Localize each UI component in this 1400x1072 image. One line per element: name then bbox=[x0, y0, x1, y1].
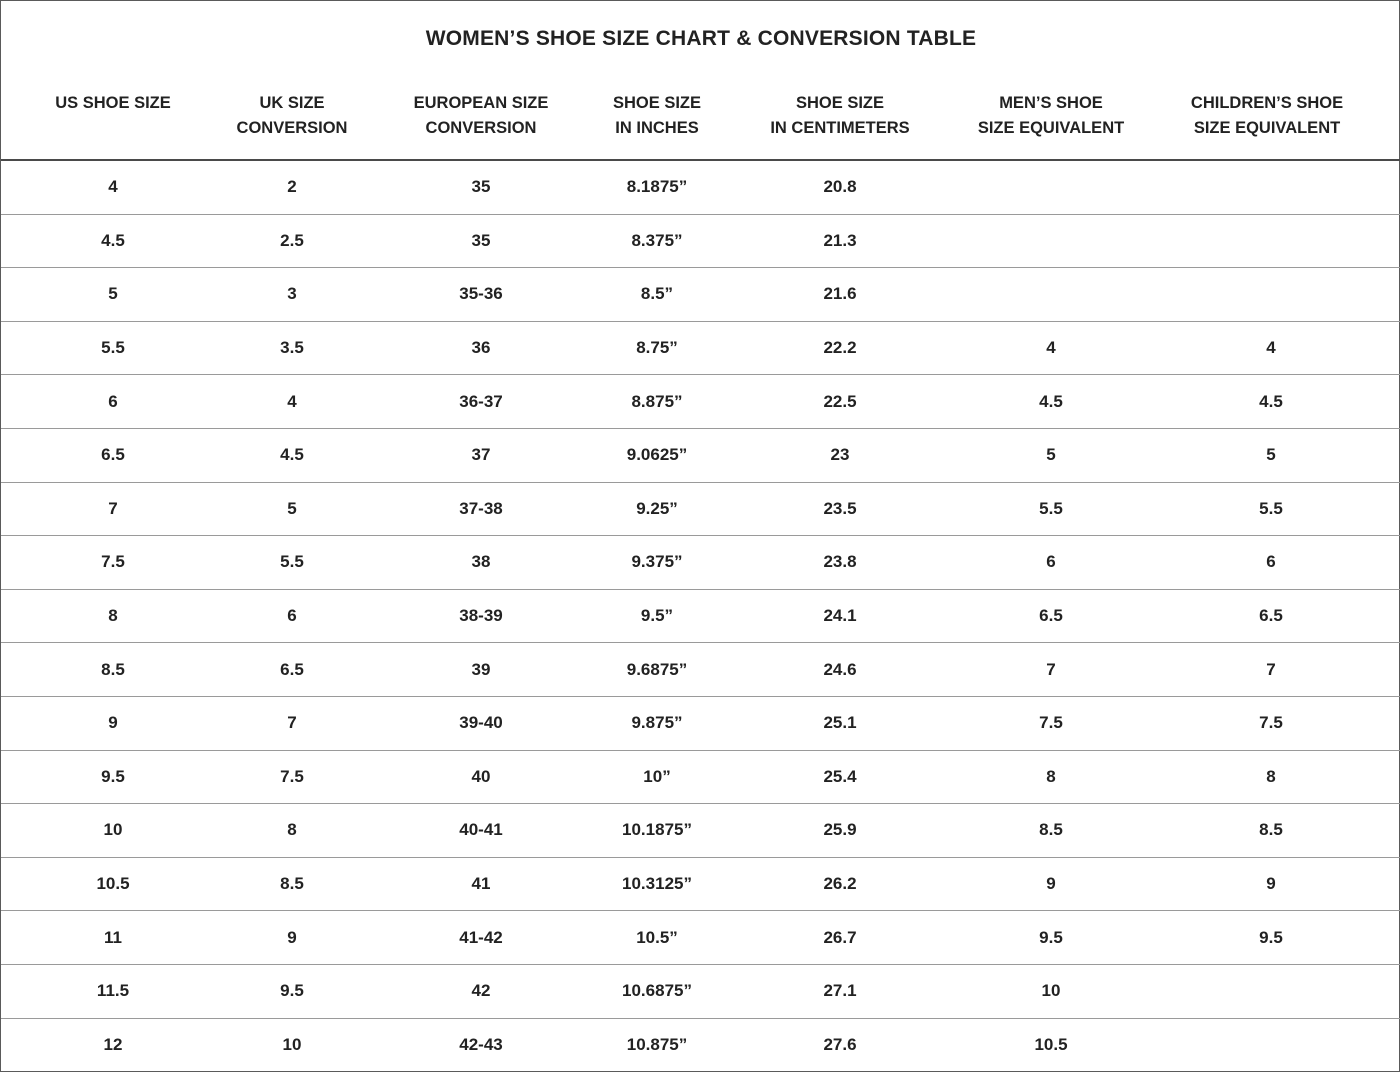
table-row bbox=[1, 536, 1400, 590]
cell-eu-size: 41-42 bbox=[459, 927, 503, 947]
column-header-mens bbox=[978, 91, 1124, 141]
cell-uk-size: 8 bbox=[287, 820, 297, 840]
cell-mens-equivalent: 10 bbox=[1041, 981, 1061, 1001]
column-header-line: SHOE SIZE bbox=[612, 94, 702, 112]
column-header-line: SIZE EQUIVALENT bbox=[977, 119, 1125, 137]
cell-us-size: 12 bbox=[103, 1035, 123, 1055]
page-title: WOMEN’S SHOE SIZE CHART & CONVERSION TABLE bbox=[425, 27, 977, 50]
cell-us-size: 8 bbox=[108, 606, 118, 626]
cell-childrens-equivalent: 4.5 bbox=[1259, 391, 1283, 411]
cell-centimeters: 25.1 bbox=[823, 713, 857, 733]
column-header-eu bbox=[414, 91, 549, 141]
cell-us-size: 5.5 bbox=[101, 338, 125, 358]
cell-mens-equivalent: 9.5 bbox=[1039, 927, 1063, 947]
table-header bbox=[1, 91, 1400, 160]
cell-inches: 9.375” bbox=[631, 552, 683, 572]
cell-uk-size: 7.5 bbox=[280, 766, 304, 786]
cell-childrens-equivalent: 8 bbox=[1266, 766, 1276, 786]
column-header-line: SHOE SIZE bbox=[795, 94, 885, 112]
table-row bbox=[1, 268, 1400, 322]
cell-uk-size: 5.5 bbox=[280, 552, 304, 572]
cell-mens-equivalent: 5 bbox=[1046, 445, 1056, 465]
cell-centimeters: 21.6 bbox=[823, 284, 857, 304]
column-header-line: IN CENTIMETERS bbox=[770, 119, 910, 137]
cell-childrens-equivalent: 5 bbox=[1266, 445, 1276, 465]
table-row bbox=[1, 751, 1400, 805]
cell-inches: 8.875” bbox=[631, 391, 683, 411]
cell-inches: 8.1875” bbox=[626, 177, 688, 197]
cell-eu-size: 35 bbox=[471, 230, 491, 250]
table-row bbox=[1, 697, 1400, 751]
cell-uk-size: 4.5 bbox=[280, 445, 304, 465]
cell-centimeters: 25.9 bbox=[823, 820, 857, 840]
cell-us-size: 11 bbox=[104, 927, 122, 947]
cell-uk-size: 5 bbox=[287, 498, 297, 518]
cell-us-size: 9 bbox=[108, 713, 118, 733]
cell-centimeters: 27.6 bbox=[823, 1035, 857, 1055]
cell-eu-size: 37-38 bbox=[459, 498, 503, 518]
table-row bbox=[1, 429, 1400, 483]
cell-childrens-equivalent: 4 bbox=[1266, 338, 1276, 358]
cell-mens-equivalent: 7.5 bbox=[1039, 713, 1063, 733]
table-row bbox=[1, 375, 1400, 429]
cell-eu-size: 35-36 bbox=[459, 284, 503, 304]
cell-childrens-equivalent: 7 bbox=[1266, 659, 1276, 679]
cell-eu-size: 38-39 bbox=[459, 606, 503, 626]
column-header-line: SIZE EQUIVALENT bbox=[1193, 119, 1341, 137]
cell-us-size: 9.5 bbox=[101, 766, 125, 786]
cell-us-size: 6.5 bbox=[101, 445, 125, 465]
table-row bbox=[1, 965, 1400, 1019]
column-header-line: EUROPEAN SIZE bbox=[413, 94, 549, 112]
cell-eu-size: 40 bbox=[471, 766, 491, 786]
cell-us-size: 11.5 bbox=[96, 981, 130, 1001]
cell-uk-size: 9.5 bbox=[280, 981, 304, 1001]
cell-centimeters: 24.6 bbox=[823, 659, 857, 679]
column-header-line: CONVERSION bbox=[425, 119, 537, 137]
cell-mens-equivalent: 7 bbox=[1046, 659, 1056, 679]
table-row bbox=[1, 590, 1400, 644]
cell-uk-size: 2 bbox=[287, 177, 297, 197]
cell-mens-equivalent: 8.5 bbox=[1039, 820, 1063, 840]
cell-uk-size: 3.5 bbox=[280, 338, 304, 358]
cell-centimeters: 24.1 bbox=[823, 606, 857, 626]
cell-us-size: 4 bbox=[108, 177, 118, 197]
cell-eu-size: 37 bbox=[471, 445, 491, 465]
column-header-line: CHILDREN’S SHOE bbox=[1190, 94, 1344, 112]
cell-childrens-equivalent: 5.5 bbox=[1259, 498, 1283, 518]
cell-inches: 9.875” bbox=[631, 713, 683, 733]
table-row bbox=[1, 643, 1400, 697]
cell-eu-size: 41 bbox=[471, 874, 491, 894]
cell-centimeters: 27.1 bbox=[823, 981, 857, 1001]
cell-inches: 10.875” bbox=[626, 1035, 688, 1055]
cell-inches: 8.375” bbox=[631, 230, 683, 250]
cell-centimeters: 26.7 bbox=[823, 927, 857, 947]
cell-eu-size: 42-43 bbox=[459, 1035, 503, 1055]
cell-centimeters: 23 bbox=[830, 445, 850, 465]
cell-uk-size: 8.5 bbox=[280, 874, 304, 894]
cell-inches: 9.0625” bbox=[626, 445, 688, 465]
cell-inches: 10.6875” bbox=[622, 981, 692, 1001]
column-header-line: IN INCHES bbox=[615, 119, 699, 137]
cell-mens-equivalent: 10.5 bbox=[1034, 1035, 1068, 1055]
cell-mens-equivalent: 4 bbox=[1046, 338, 1056, 358]
column-header-line: US SHOE SIZE bbox=[55, 94, 171, 112]
cell-uk-size: 7 bbox=[287, 713, 297, 733]
cell-inches: 9.25” bbox=[636, 498, 678, 518]
cell-childrens-equivalent: 8.5 bbox=[1259, 820, 1283, 840]
cell-us-size: 8.5 bbox=[101, 659, 125, 679]
cell-mens-equivalent: 8 bbox=[1046, 766, 1056, 786]
cell-eu-size: 39-40 bbox=[459, 713, 503, 733]
column-header-us bbox=[55, 91, 171, 116]
cell-eu-size: 36-37 bbox=[459, 391, 503, 411]
cell-uk-size: 9 bbox=[287, 927, 297, 947]
cell-uk-size: 10 bbox=[282, 1035, 302, 1055]
cell-centimeters: 20.8 bbox=[823, 177, 857, 197]
table-row bbox=[1, 161, 1400, 215]
cell-childrens-equivalent: 9.5 bbox=[1259, 927, 1283, 947]
cell-eu-size: 40-41 bbox=[459, 820, 503, 840]
cell-uk-size: 6 bbox=[287, 606, 297, 626]
cell-eu-size: 38 bbox=[471, 552, 491, 572]
cell-childrens-equivalent: 7.5 bbox=[1259, 713, 1283, 733]
cell-us-size: 10 bbox=[103, 820, 123, 840]
cell-uk-size: 6.5 bbox=[280, 659, 304, 679]
column-header-childrens bbox=[1191, 91, 1343, 141]
column-header-line: UK SIZE bbox=[259, 94, 325, 112]
cell-eu-size: 39 bbox=[471, 659, 491, 679]
column-header-inches bbox=[613, 91, 701, 141]
cell-us-size: 5 bbox=[108, 284, 118, 304]
column-header-cm bbox=[770, 91, 909, 141]
cell-centimeters: 26.2 bbox=[823, 874, 857, 894]
cell-us-size: 7 bbox=[108, 498, 118, 518]
cell-childrens-equivalent: 6 bbox=[1266, 552, 1276, 572]
column-header-line: CONVERSION bbox=[236, 119, 348, 137]
table-body bbox=[1, 161, 1400, 1072]
cell-centimeters: 23.5 bbox=[823, 498, 857, 518]
cell-eu-size: 35 bbox=[471, 177, 491, 197]
cell-centimeters: 22.5 bbox=[823, 391, 857, 411]
cell-inches: 10” bbox=[643, 766, 671, 786]
cell-inches: 10.3125” bbox=[622, 874, 692, 894]
cell-mens-equivalent: 4.5 bbox=[1039, 391, 1063, 411]
cell-eu-size: 36 bbox=[471, 338, 491, 358]
cell-centimeters: 21.3 bbox=[823, 230, 857, 250]
cell-mens-equivalent: 9 bbox=[1046, 874, 1056, 894]
cell-inches: 9.6875” bbox=[626, 659, 688, 679]
cell-inches: 10.5” bbox=[636, 927, 678, 947]
table-row bbox=[1, 215, 1400, 269]
cell-centimeters: 25.4 bbox=[823, 766, 857, 786]
cell-uk-size: 4 bbox=[287, 391, 297, 411]
cell-us-size: 10.5 bbox=[96, 874, 130, 894]
cell-us-size: 7.5 bbox=[101, 552, 125, 572]
table-row bbox=[1, 804, 1400, 858]
cell-uk-size: 3 bbox=[287, 284, 297, 304]
cell-uk-size: 2.5 bbox=[280, 230, 304, 250]
cell-centimeters: 22.2 bbox=[823, 338, 857, 358]
cell-us-size: 6 bbox=[108, 391, 118, 411]
table-row bbox=[1, 858, 1400, 912]
cell-eu-size: 42 bbox=[471, 981, 491, 1001]
cell-childrens-equivalent: 6.5 bbox=[1259, 606, 1283, 626]
cell-inches: 8.75” bbox=[636, 338, 678, 358]
cell-mens-equivalent: 6 bbox=[1046, 552, 1056, 572]
column-header-line: MEN’S SHOE bbox=[999, 94, 1103, 112]
table-row bbox=[1, 911, 1400, 965]
column-header-uk bbox=[237, 91, 348, 141]
table-row bbox=[1, 1019, 1400, 1072]
table-row bbox=[1, 483, 1400, 537]
cell-inches: 9.5” bbox=[640, 606, 674, 626]
cell-centimeters: 23.8 bbox=[823, 552, 857, 572]
cell-childrens-equivalent: 9 bbox=[1266, 874, 1276, 894]
cell-mens-equivalent: 6.5 bbox=[1039, 606, 1063, 626]
cell-us-size: 4.5 bbox=[101, 230, 125, 250]
cell-inches: 8.5” bbox=[640, 284, 674, 304]
table-row bbox=[1, 322, 1400, 376]
cell-mens-equivalent: 5.5 bbox=[1039, 498, 1063, 518]
cell-inches: 10.1875” bbox=[622, 820, 692, 840]
